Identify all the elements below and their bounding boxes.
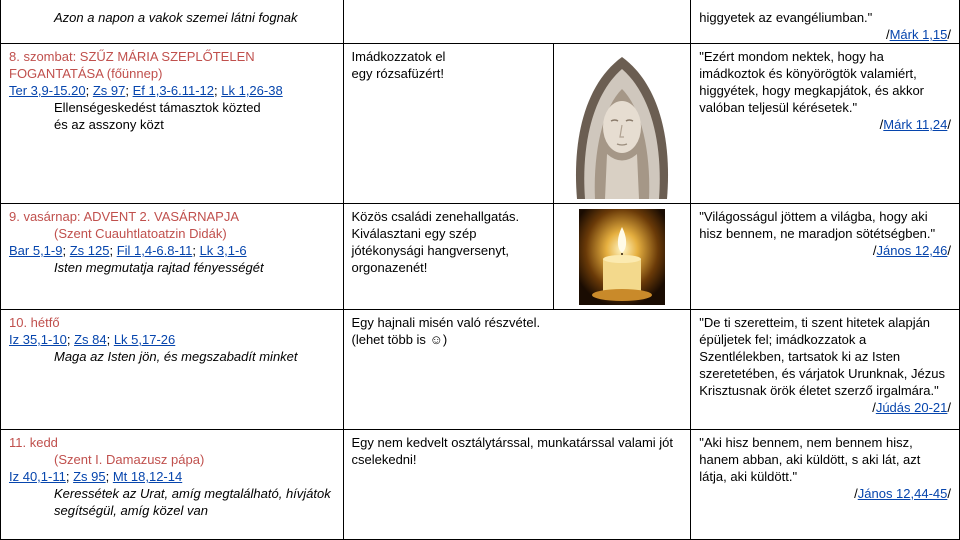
task-text: Egy hajnali misén való részvétel. — [351, 315, 541, 330]
motto: segítségül, amíg közel van — [54, 503, 208, 518]
bible-link[interactable]: Márk 11,24 — [883, 117, 948, 132]
pieta-madonna-image — [567, 49, 677, 199]
day-title: 10. hétfő — [9, 315, 60, 330]
task-cell — [343, 430, 691, 540]
day-title: 8. szombat: SZŰZ MÁRIA SZEPLŐTELEN FOGANTATÁSA (főünnep) — [9, 49, 255, 81]
task-text: (lehet több is ☺) — [351, 332, 448, 347]
motto: Azon a napon a vakok szemei látni fognak — [54, 10, 298, 25]
bible-link[interactable]: Zs 125 — [69, 243, 110, 258]
day-cell — [1, 430, 344, 540]
image-cell — [554, 204, 691, 310]
bible-link[interactable]: Iz 35,1-10 — [9, 332, 67, 347]
bible-link[interactable]: Fil 1,4-6.8-11 — [116, 243, 193, 258]
task-cell — [343, 0, 691, 44]
bible-link[interactable]: Júdás 20-21 — [875, 400, 948, 415]
candle-image — [579, 209, 665, 305]
bible-link[interactable]: János 12,46 — [876, 243, 948, 258]
bible-link[interactable]: János 12,44-45 — [857, 486, 948, 501]
task-text: Egy nem kedvelt osztálytárssal, munkatárssal valami jót cselekedni! — [351, 435, 674, 467]
quote-cell — [691, 44, 960, 204]
bible-link[interactable]: Márk 1,15 — [889, 27, 948, 42]
quote-reference: /Márk 1,15/ — [885, 27, 951, 42]
quote-reference: /Júdás 20-21/ — [872, 400, 951, 415]
motto: és az asszony közt — [54, 117, 164, 132]
reading-refs: Ter 3,9-15.20; Zs 97; Ef 1,3-6.11-12; Lk 1,26-38 — [9, 83, 283, 98]
motto: Ellenségeskedést támasztok közted — [54, 100, 261, 115]
bible-link[interactable]: Bar 5,1-9 — [9, 243, 63, 258]
quote-cell — [691, 430, 960, 540]
quote-reference: /János 12,46/ — [872, 243, 951, 258]
quote-reference: /János 12,44-45/ — [854, 486, 951, 501]
quote-text: "De ti szeretteim, ti szent hitetek alapján épüljetek fel; imádkozzatok a Szentlélekben, tartsatok ki az Isten szeretetében, és várjatok Urunknak, Jézus Krisztusnak örök életet szerző irgalmára." — [699, 315, 945, 398]
task-text: Imádkozzatok el — [351, 49, 446, 64]
bible-link[interactable]: Lk 1,26-38 — [221, 83, 283, 98]
quote-reference: /Márk 11,24/ — [879, 117, 951, 132]
table-row — [1, 310, 960, 430]
task-cell — [343, 44, 554, 204]
table-row — [1, 204, 960, 310]
table-row — [1, 44, 960, 204]
task-cell — [343, 310, 691, 430]
table-row — [1, 430, 960, 540]
bible-link[interactable]: Ter 3,9-15.20 — [9, 83, 86, 98]
reading-refs: Iz 40,1-11; Zs 95; Mt 18,12-14 — [9, 469, 183, 484]
quote-text: "Ezért mondom nektek, hogy ha imádkoztok és könyörögtök valamiért, higgyétek, hogy megkapjátok, és akkor valóban teljesül kérésetek." — [699, 49, 925, 115]
image-cell — [554, 44, 691, 204]
day-cell — [1, 0, 344, 44]
bible-link[interactable]: Lk 5,17-26 — [113, 332, 176, 347]
task-text: Közös családi zenehallgatás. — [351, 209, 520, 224]
bible-link[interactable]: Ef 1,3-6.11-12 — [132, 83, 215, 98]
day-title: 11. kedd — [9, 435, 58, 450]
task-text: Kiválasztani egy szép jótékonysági hangversenyt, orgonazenét! — [351, 226, 510, 275]
day-title: 9. vasárnap: ADVENT 2. VASÁRNAPJA — [9, 209, 240, 224]
saint-name: (Szent I. Damazusz pápa) — [54, 452, 205, 467]
bible-link[interactable]: Zs 97 — [92, 83, 126, 98]
bible-link[interactable]: Lk 3,1-6 — [199, 243, 247, 258]
saint-name: (Szent Cuauhtlatoatzin Didák) — [54, 226, 227, 241]
quote-text: "Aki hisz bennem, nem bennem hisz, hanem abban, aki küldött, s aki lát, azt látja, aki küldött." — [699, 435, 921, 484]
motto: Keressétek az Urat, amíg megtalálható, hívjátok — [54, 486, 331, 501]
motto: Isten megmutatja rajtad fényességét — [54, 260, 264, 275]
bible-link[interactable]: Mt 18,12-14 — [112, 469, 183, 484]
reading-refs: Iz 35,1-10; Zs 84; Lk 5,17-26 — [9, 332, 176, 347]
motto: Maga az Isten jön, és megszabadít minket — [54, 349, 298, 364]
bible-link[interactable]: Zs 95 — [73, 469, 106, 484]
quote-cell — [691, 204, 960, 310]
table-row — [1, 0, 960, 44]
day-cell — [1, 44, 344, 204]
reading-refs: Bar 5,1-9; Zs 125; Fil 1,4-6.8-11; Lk 3,1-6 — [9, 243, 247, 258]
bible-link[interactable]: Zs 84 — [74, 332, 107, 347]
day-cell — [1, 204, 344, 310]
task-cell — [343, 204, 554, 310]
quote-cell — [691, 0, 960, 44]
day-cell — [1, 310, 344, 430]
bible-link[interactable]: Iz 40,1-11 — [9, 469, 66, 484]
quote-cell — [691, 310, 960, 430]
quote-text: higgyetek az evangéliumban." — [699, 10, 873, 25]
quote-text: "Világosságul jöttem a világba, hogy aki hisz bennem, ne maradjon sötétségben." — [699, 209, 936, 241]
task-text: egy rózsafüzért! — [351, 66, 444, 81]
smiley-icon: ☺ — [429, 332, 443, 347]
